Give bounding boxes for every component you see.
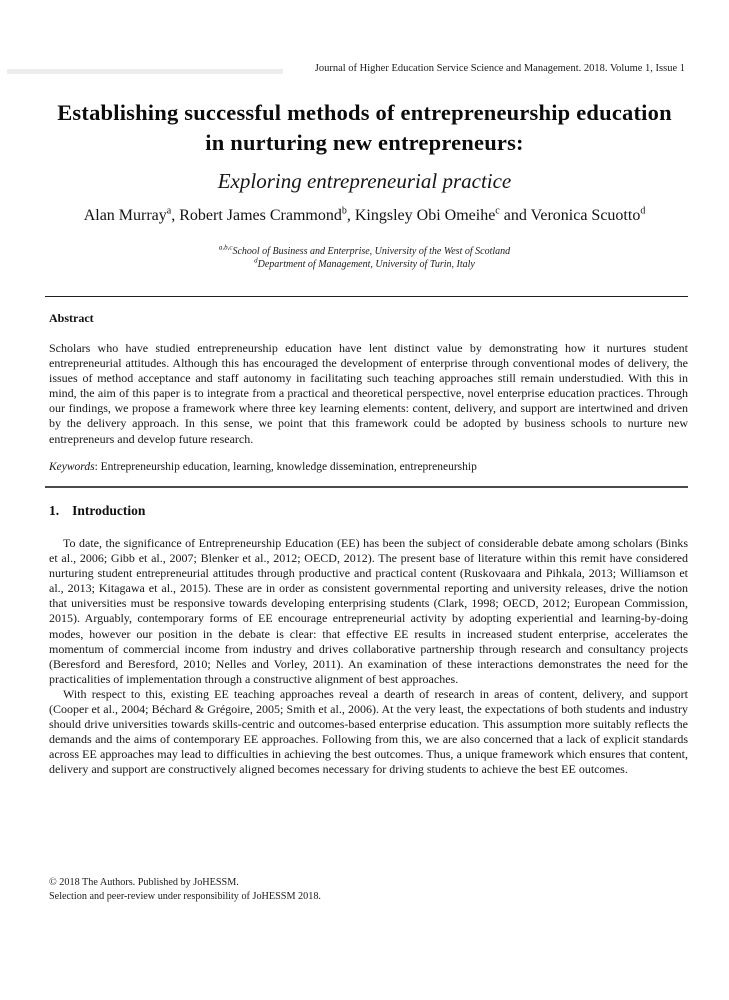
abstract-bottom-rule [45, 486, 688, 488]
keywords-line [49, 461, 688, 473]
header-rule [7, 69, 283, 74]
author [179, 207, 355, 224]
journal-header: Journal of Higher Education Service Science and Management. 2018. Volume 1, Issue 1 [314, 63, 685, 74]
affiliation-text: Department of Management, University of Turin, Italy [257, 259, 475, 270]
affiliations [0, 245, 729, 271]
page-title [0, 98, 729, 158]
affiliation-text: School of Business and Enterprise, University of the West of Scotland [232, 246, 511, 257]
affiliation-superscript: a,b,c [218, 243, 233, 252]
affiliation-superscript: d [254, 256, 258, 265]
affiliation-line [0, 258, 729, 271]
keywords-label: Keywords [49, 461, 95, 473]
author [531, 207, 646, 224]
author [84, 207, 180, 224]
section-title: Introduction [72, 503, 146, 518]
authors-line [0, 207, 729, 225]
section-number: 1. [49, 503, 60, 518]
abstract-text: Scholars who have studied entrepreneurship education have lent distinct value by demonstrating how it nurtures student entrepreneurial attitudes. Although this has encouraged the development of enterprise through conventional modes of delivery, the issues of method acceptance and staff autonomy in facilitating such teaching approaches still remain understudied. With this in mind, the aim of this paper is to integrate from a practical and theoretical perspective, novel enterprise education practices. Through our findings, we propose a framework where three key learning elements: content, delivery, and support are intertwined and driven by the delivery approach. In this sense, we point that this framework could be adopted by business schools to nurture new entrepreneurs and develop future research. [49, 341, 688, 446]
intro-paragraph-2: With respect to this, existing EE teaching approaches reveal a dearth of research in areas of content, delivery, and support (Cooper et al., 2004; Béchard & Grégoire, 2005; Smith et al., 2006). At the very least, the expectations of both students and industry should drive universities towards skills-centric and outcomes-based enterprise education. This assumption more suitably reflects the demands and the aims of contemporary EE approaches. Following from this, we are also concerned that a lack of explicit standards across EE approaches may lead to difficulties in achieving the best outcomes. Thus, a unique framework which ensures that content, delivery and support are constructively aligned becomes necessary for driving students to achieve the best EE outcomes. [49, 686, 688, 777]
abstract-top-rule [45, 296, 688, 297]
author-separator: , [171, 207, 180, 224]
footer-copyright: © 2018 The Authors. Published by JoHESSM. [49, 877, 239, 888]
affiliation-line [0, 245, 729, 258]
keywords-text: : Entrepreneurship education, learning, knowledge dissemination, entrepreneurship [94, 461, 477, 473]
author [355, 207, 531, 224]
author-superscript: a [166, 205, 172, 217]
author-separator: , [346, 207, 355, 224]
author-superscript: d [640, 205, 646, 217]
intro-body [49, 536, 688, 778]
author-name: Alan Murray [83, 207, 167, 224]
author-superscript: b [341, 205, 347, 217]
page-title-line1: Establishing successful methods of entrepreneurship education [57, 100, 672, 125]
intro-paragraph-1: To date, the significance of Entrepreneurship Education (EE) has been the subject of considerable debate among scholars (Binks et al., 2006; Gibb et al., 2007; Blenker et al., 2012; OECD, 2012). The present base of literature within this remit have considered nurturing student entrepreneurial attitudes through productive and practical content (Ruskovaara and Pihkala, 2013; Williamson et al., 2013; Kitagawa et al., 2015). These are in order as consistent governmental reporting and university releases, drive the notion that universities must be responsive towards developing enterprising students (Clark, 1998; OECD, 2012; European Commission, 2015). Arguably, contemporary forms of EE encourage entrepreneurial activity by adopting experiential and learning-by-doing modes, however our position in the debate is clear: that effective EE results in increased student enterprise, accelerates the momentum of commercial income from industry and drives collaborative partnership through research and consultancy projects (Beresford and Beresford, 2010; Nelles and Vorley, 2011). An examination of these interactions demonstrates the need for the practicalities of implementation through a constructive alignment of best approaches. [49, 536, 688, 686]
author-name: Kingsley Obi Omeihe [354, 207, 496, 224]
abstract-heading: Abstract [49, 311, 94, 325]
author-name: Robert James Crammond [179, 207, 342, 224]
paper-subtitle: Exploring entrepreneurial practice [217, 169, 512, 193]
intro-heading [49, 503, 145, 519]
author-separator: and [499, 207, 531, 224]
page-title-line2: in nurturing new entrepreneurs: [205, 130, 524, 155]
page-footer [49, 876, 321, 903]
author-name: Veronica Scuotto [530, 207, 641, 224]
author-superscript: c [495, 205, 500, 217]
footer-peer-review: Selection and peer-review under responsibility of JoHESSM 2018. [49, 890, 321, 902]
